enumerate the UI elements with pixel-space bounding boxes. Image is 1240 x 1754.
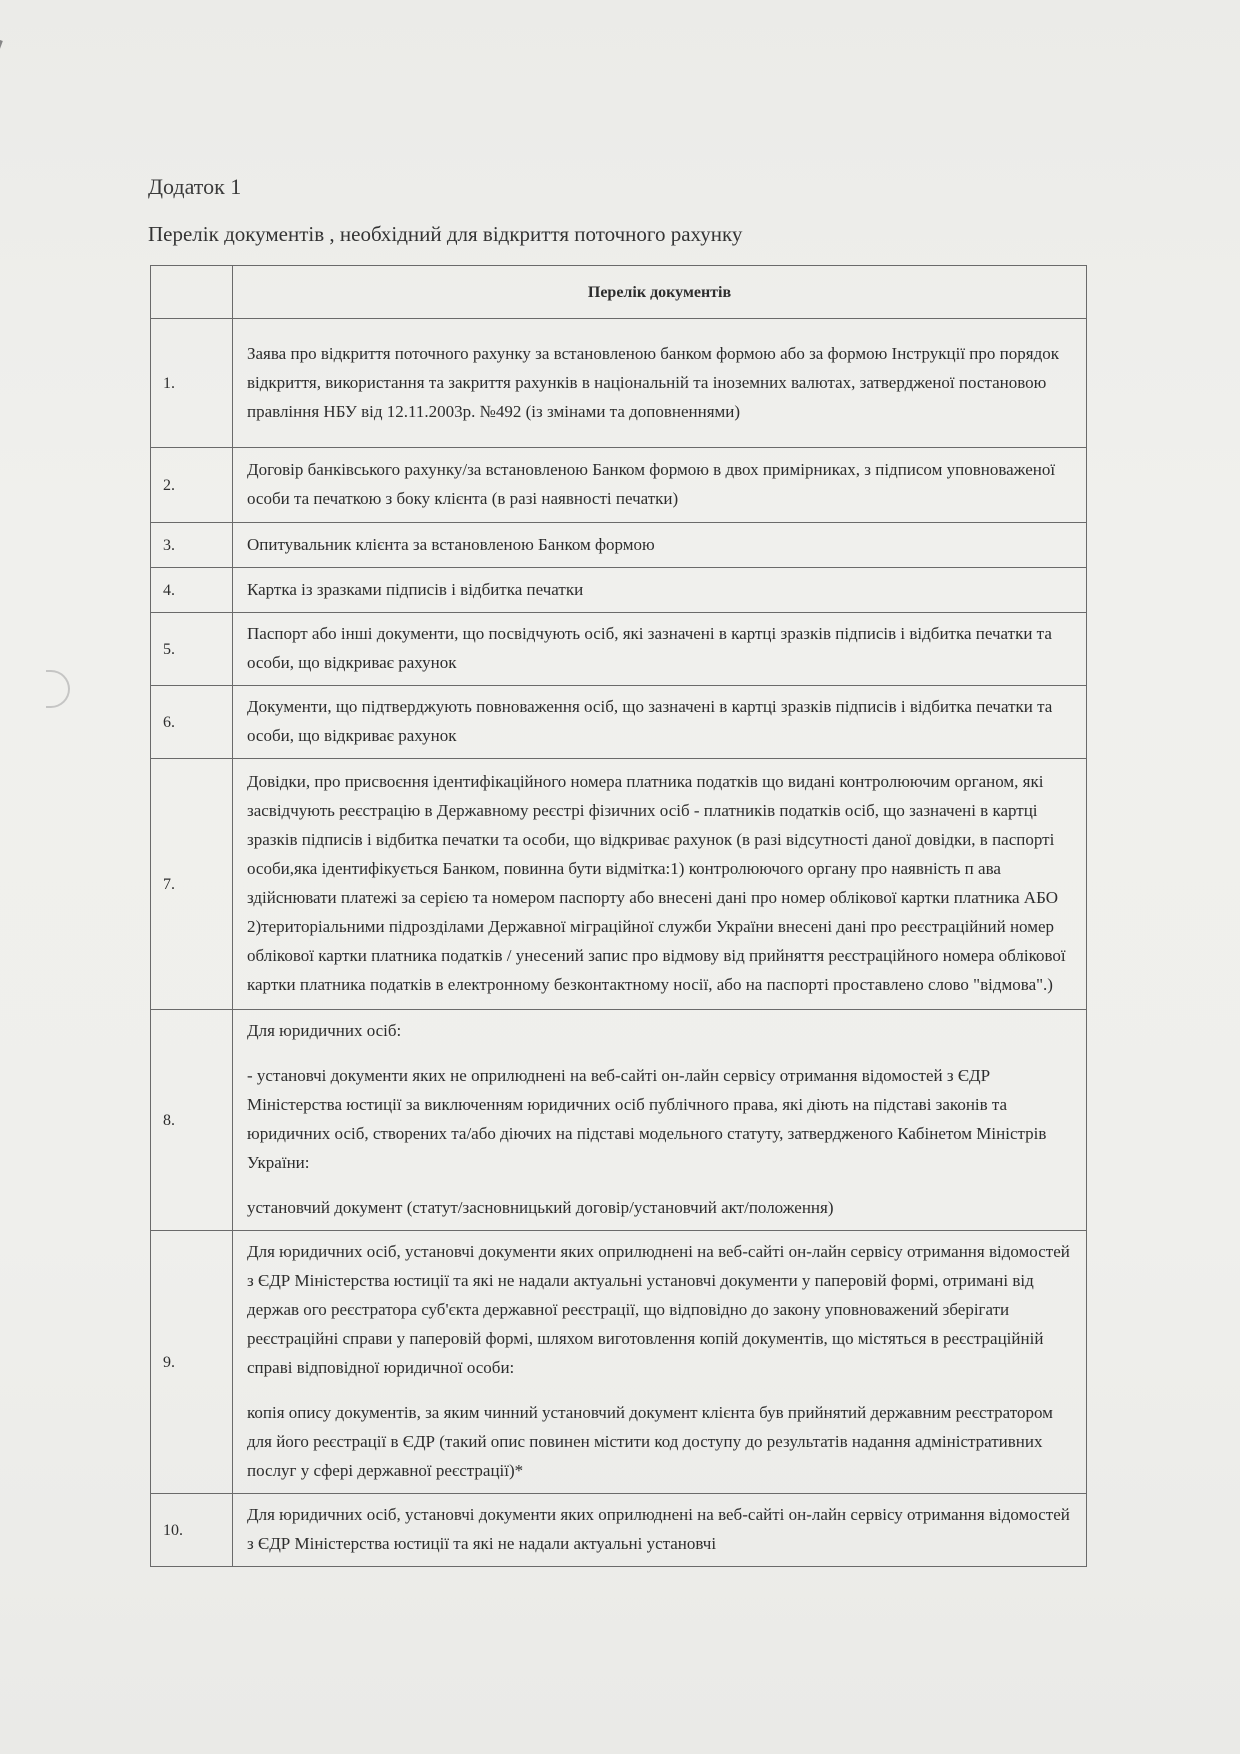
appendix-title: Додаток 1 bbox=[148, 174, 242, 199]
row-paragraph: Для юридичних осіб: bbox=[247, 1021, 402, 1040]
table-row bbox=[151, 1010, 1087, 1231]
table-header-row bbox=[151, 266, 1087, 319]
table-row bbox=[151, 613, 1087, 686]
row-paragraph: Договір банківського рахунку/за встановленою Банком формою в двох примірниках, з підписом уповноваженої особи та печаткою з боку клієнта (в разі наявності печатки) bbox=[247, 460, 1056, 508]
table-row bbox=[151, 1494, 1087, 1567]
row-number: 8. bbox=[151, 1010, 233, 1231]
row-number: 4. bbox=[151, 568, 233, 613]
row-text bbox=[233, 1494, 1087, 1567]
row-text bbox=[233, 1231, 1087, 1494]
row-number: 5. bbox=[151, 613, 233, 686]
row-paragraph: копія опису документів, за яким чинний установчий документ клієнта був прийнятий державним реєстратором для його реєстрації в ЄДР (такий опис повинен містити код доступу до результатів надання адміністративних послуг у сфері державної реєстрації)* bbox=[247, 1403, 1053, 1480]
row-text bbox=[233, 448, 1087, 523]
row-paragraph: установчий документ (статут/засновницький договір/установчий акт/положення) bbox=[247, 1198, 834, 1217]
header-num-cell bbox=[151, 266, 233, 319]
row-number: 10. bbox=[151, 1494, 233, 1567]
row-number: 2. bbox=[151, 448, 233, 523]
row-number: 9. bbox=[151, 1231, 233, 1494]
documents-table bbox=[150, 265, 1087, 1567]
row-text bbox=[233, 319, 1087, 448]
row-number: 1. bbox=[151, 319, 233, 448]
row-paragraph: - установчі документи яких не оприлюднені на веб-сайті он-лайн сервісу отримання відомостей з ЄДР Міністерства юстиції за виключенням юридичних осіб публічного права, які діють на підставі законів та юридичних осіб, створених та/або діючих на підставі модельного статуту, затвердженого Кабінетом Міністрів України: bbox=[247, 1066, 1047, 1172]
row-paragraph: Документи, що підтверджують повноваження осіб, що зазначені в картці зразків підписів і відбитка печатки та особи, що відкриває рахунок bbox=[247, 697, 1053, 745]
table-row bbox=[151, 523, 1087, 568]
row-text bbox=[233, 523, 1087, 568]
row-text bbox=[233, 759, 1087, 1010]
table-row bbox=[151, 686, 1087, 759]
table-body bbox=[151, 319, 1087, 1567]
table-row bbox=[151, 319, 1087, 448]
row-number: 6. bbox=[151, 686, 233, 759]
row-paragraph: Опитувальник клієнта за встановленою Банком формою bbox=[247, 534, 655, 554]
row-text bbox=[233, 1010, 1087, 1231]
row-text bbox=[233, 613, 1087, 686]
row-number: 7. bbox=[151, 759, 233, 1010]
row-number: 3. bbox=[151, 523, 233, 568]
row-paragraph: Паспорт або інші документи, що посвідчують осіб, які зазначені в картці зразків підписів і відбитка печатки та особи, що відкриває рахунок bbox=[247, 624, 1052, 672]
punch-hole-mark bbox=[46, 670, 70, 708]
row-paragraph: Для юридичних осіб, установчі документи яких оприлюднені на веб-сайті он-лайн сервісу отримання відомостей з ЄДР Міністерства юстиції та які не надали актуальні установчі bbox=[247, 1505, 1070, 1553]
row-text bbox=[233, 568, 1087, 613]
row-paragraph: Картка із зразками підписів і відбитка печатки bbox=[247, 579, 584, 599]
table-row bbox=[151, 1231, 1087, 1494]
table-row bbox=[151, 568, 1087, 613]
row-paragraph: Заява про відкриття поточного рахунку за встановленою банком формою або за формою Інструкції про порядок відкриття, використання та закриття рахунків в національній та іноземних валютах, затвердженої постановою правління НБУ від 12.11.2003р. №492 (із змінами та доповненнями) bbox=[247, 343, 1059, 421]
table-row bbox=[151, 448, 1087, 523]
list-title: Перелік документів , необхідний для відкриття поточного рахунку bbox=[148, 222, 743, 246]
header-title-cell: Перелік документів bbox=[233, 266, 1087, 319]
row-paragraph: Довідки, про присвоєння ідентифікаційного номера платника податків що видані контролюючим органом, які засвідчують реєстрацію в Державному реєстрі фізичних осіб - платників податків осіб, що зазначені в картці зразків підписів і відбитка печатки та особи, що відкриває рахунок (в разі відсутності даної довідки, в паспорті особи,яка ідентифікується Банком, повинна бути відмітка:1) контролюючого органу про наявність п ава здійснювати платежі за серією та номером паспорту або внесені дані про номер облікової картки платника АБО 2)територіальними підрозділами Державної міграційної служби України внесені дані про реєстраційний номер облікової картки платника податків / унесений запис про відмову від прийняття реєстраційного номера облікової картки платника податків в електронному безконтактному носії, або на паспорті проставлено слово "відмова".) bbox=[247, 772, 1066, 994]
row-paragraph: Для юридичних осіб, установчі документи яких оприлюднені на веб-сайті он-лайн сервісу отримання відомостей з ЄДР Міністерства юстиції та які не надали актуальні установчі документи у паперовій формі, отримані від держав ого реєстратора суб'єкта державної реєстрації, що відповідно до закону уповноважений зберігати реєстраційні справи у паперовій формі, шляхом виготовлення копій документів, що містяться в реєстраційній справі відповідної юридичної особи: bbox=[247, 1242, 1070, 1377]
row-text bbox=[233, 686, 1087, 759]
fold-line-mark bbox=[0, 40, 3, 238]
table-row bbox=[151, 759, 1087, 1010]
